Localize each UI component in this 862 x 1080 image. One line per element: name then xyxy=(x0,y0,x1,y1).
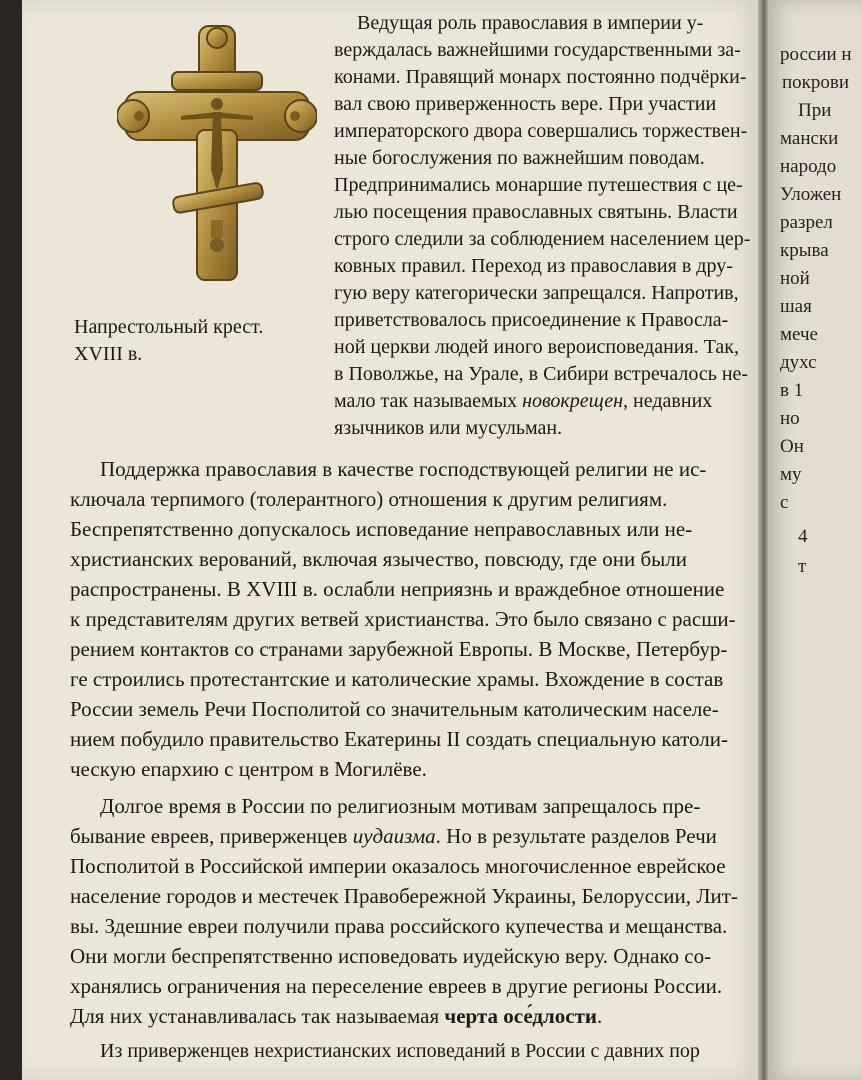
term-judaism: иудаизма xyxy=(352,824,436,848)
altar-cross-image xyxy=(117,20,317,290)
text-line: в Поволжье, на Урале, в Сибири встречалось не- xyxy=(334,363,749,385)
text-line: приветствовалось присоединение к Правосла- xyxy=(334,309,729,331)
text-fragment: 4 xyxy=(798,526,808,547)
text-fragment: мече xyxy=(780,324,818,345)
text-run: , недавних xyxy=(623,390,713,412)
term-pale-of-settlement: черта осе́длости xyxy=(444,1004,598,1028)
text-line: язычников или мусульман. xyxy=(334,417,563,439)
text-fragment: но xyxy=(780,408,800,429)
text-line: лью посещения православных святынь. Власти xyxy=(334,201,738,223)
book-page xyxy=(22,0,762,1080)
text-line: Беспрепятственно допускалось исповедание неправославных или не- xyxy=(70,517,693,541)
text-run: . Но в результате разделов Речи xyxy=(435,824,717,848)
text-fragment: ной xyxy=(780,268,810,289)
text-fragment: с xyxy=(780,492,789,513)
text-line: ковных правил. Переход из православия в дру- xyxy=(334,255,733,277)
caption-line: Напрестольный крест. xyxy=(74,316,264,338)
text-line: Предпринимались монаршие путешествия с це- xyxy=(334,174,743,196)
text-line: ные богослужения по важнейшим поводам. xyxy=(334,147,705,169)
text-fragment: т xyxy=(798,556,807,577)
text-fragment: му xyxy=(780,464,802,485)
text-line: хранялись ограничения на переселение евреев в другие регионы России. xyxy=(70,974,723,998)
text-line: ге строились протестантские и католические храмы. Вхождение в состав xyxy=(70,667,724,691)
text-line: конами. Правящий монарх постоянно подчёрки- xyxy=(334,66,747,88)
figure-caption xyxy=(74,314,324,368)
text-line: Из приверженцев нехристианских исповеданий в России с давних пор xyxy=(100,1040,700,1062)
text-fragment: шая xyxy=(780,296,812,317)
text-line: рением контактов со странами зарубежной Европы. В Москве, Петербур- xyxy=(70,637,728,661)
text-fragment: в 1 xyxy=(780,380,804,401)
text-line: Долгое время в России по религиозным мотивам запрещалось пре- xyxy=(100,794,701,818)
text-fragment: Уложен xyxy=(780,184,842,205)
text-line: вы. Здешние евреи получили права российского купечества и мещанства. xyxy=(70,914,728,938)
text-fragment: Он xyxy=(780,436,804,457)
text-fragment: покрови xyxy=(782,72,850,93)
text-line: императорского двора совершались торжествен- xyxy=(334,120,748,142)
text-run: мало так называемых xyxy=(334,390,518,412)
next-page-edge xyxy=(768,0,862,1080)
text-line: к представителям других ветвей христианства. Это было связано с расши- xyxy=(70,607,736,631)
text-line: верждалась важнейшими государственными за- xyxy=(334,39,741,61)
text-line: вал свою приверженность вере. При участии xyxy=(334,93,717,115)
text-fragment: мански xyxy=(780,128,839,149)
text-fragment: россии н xyxy=(780,44,852,65)
text-line: нием побудило правительство Екатерины II создать специальную католи- xyxy=(70,727,728,751)
altar-cross-icon xyxy=(117,20,317,290)
text-line: строго следили за соблюдением населением цер- xyxy=(334,228,751,250)
text-run: . xyxy=(597,1004,603,1028)
text-line: Посполитой в Российской империи оказалось многочисленное еврейское xyxy=(70,854,726,878)
text-line xyxy=(334,388,712,414)
text-fragment: народо xyxy=(780,156,837,177)
text-line: Поддержка православия в качестве господствующей религии не ис- xyxy=(100,457,707,481)
text-line: ческую епархию с центром в Могилёве. xyxy=(70,757,427,781)
text-line: ключала терпимого (толерантного) отношения к другим религиям. xyxy=(70,487,668,511)
text-fragment: При xyxy=(798,100,832,121)
text-line: России земель Речи Посполитой со значительным католическим населе- xyxy=(70,697,719,721)
text-line xyxy=(70,1003,602,1029)
caption-line: XVIII в. xyxy=(74,343,143,365)
term-novokreshchen: новокрещен xyxy=(522,390,624,412)
text-fragment: крыва xyxy=(780,240,829,261)
text-line: гую веру категорически запрещался. Напротив, xyxy=(334,282,739,304)
text-line: Они могли беспрепятственно исповедовать иудейскую веру. Однако со- xyxy=(70,944,712,968)
text-run: бывание евреев, приверженцев xyxy=(70,824,348,848)
text-fragment: духс xyxy=(780,352,817,373)
text-line: распространены. В XVIII в. ослабли неприязнь и враждебное отношение xyxy=(70,577,725,601)
text-line: христианских верований, включая язычество, повсюду, где они были xyxy=(70,547,687,571)
text-line xyxy=(70,823,717,849)
text-run: Для них устанавливалась так называемая xyxy=(70,1004,440,1028)
text-fragment: разрел xyxy=(780,212,833,233)
text-line: Ведущая роль православия в империи у- xyxy=(357,12,704,34)
text-line: ной церкви людей иного вероисповедания. Так, xyxy=(334,336,740,358)
text-line: население городов и местечек Правобережной Украины, Белоруссии, Лит- xyxy=(70,884,738,908)
